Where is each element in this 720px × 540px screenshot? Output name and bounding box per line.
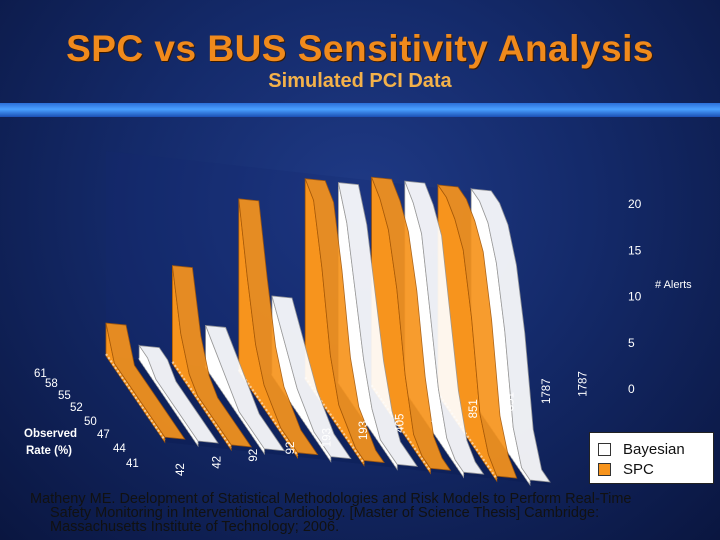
citation: [30, 492, 710, 534]
depth-tick-label: 44: [113, 443, 126, 455]
citation-line-1: Matheny ME. Deelopment of Statistical Methodologies and Risk Models to Perform Real-Time: [30, 491, 632, 507]
y-axis-label: # Alerts: [655, 279, 692, 291]
legend-label-bayesian: Bayesian: [623, 440, 685, 458]
x-tick-label: 1787: [541, 378, 553, 404]
depth-tick-label: 47: [97, 429, 110, 441]
legend-swatch-bayesian: [598, 443, 611, 456]
legend-label-spc: SPC: [623, 460, 654, 478]
depth-tick-label: 41: [126, 458, 139, 470]
y-tick-label: 20: [628, 197, 642, 211]
depth-tick-label: 58: [45, 378, 58, 390]
x-tick-label: 193: [358, 420, 370, 440]
x-tick-label: 92: [248, 448, 261, 462]
depth-tick-label: 50: [84, 416, 97, 428]
y-tick-label: 0: [628, 382, 635, 396]
page-title: SPC vs BUS Sensitivity Analysis: [66, 28, 654, 69]
legend-item-spc: [598, 460, 654, 478]
citation-line-2: Safety Monitoring in Interventional Cardiology. [Master of Science Thesis] Cambridge:: [50, 505, 600, 521]
x-tick-label: 42: [211, 456, 224, 469]
y-tick-label: 5: [628, 335, 635, 350]
x-tick-label: 851: [504, 392, 517, 412]
depth-tick-label: 61: [34, 368, 47, 380]
depth-axis-label-2: Rate (%): [26, 445, 73, 457]
depth-axis-label: Observed: [24, 428, 78, 440]
chart-legend: [589, 432, 714, 484]
page-subtitle: Simulated PCI Data: [268, 70, 452, 92]
depth-tick-label: 55: [58, 390, 71, 402]
x-tick-label: 405: [394, 413, 407, 433]
x-tick-label: 1787: [577, 371, 590, 397]
y-tick-label: 15: [628, 243, 642, 258]
y-tick-label: 10: [628, 289, 642, 304]
legend-swatch-spc: [598, 463, 611, 476]
x-tick-label: 92: [284, 441, 297, 455]
x-tick-label: 405: [431, 406, 444, 426]
x-tick-label: 193: [321, 428, 334, 448]
x-tick-label: 851: [467, 399, 480, 419]
legend-item-bayesian: [598, 440, 685, 458]
x-tick-label: 42: [175, 463, 187, 476]
citation-line-3: Massachusetts Institute of Technology; 2006.: [50, 519, 340, 535]
depth-tick-label: 52: [70, 402, 83, 414]
